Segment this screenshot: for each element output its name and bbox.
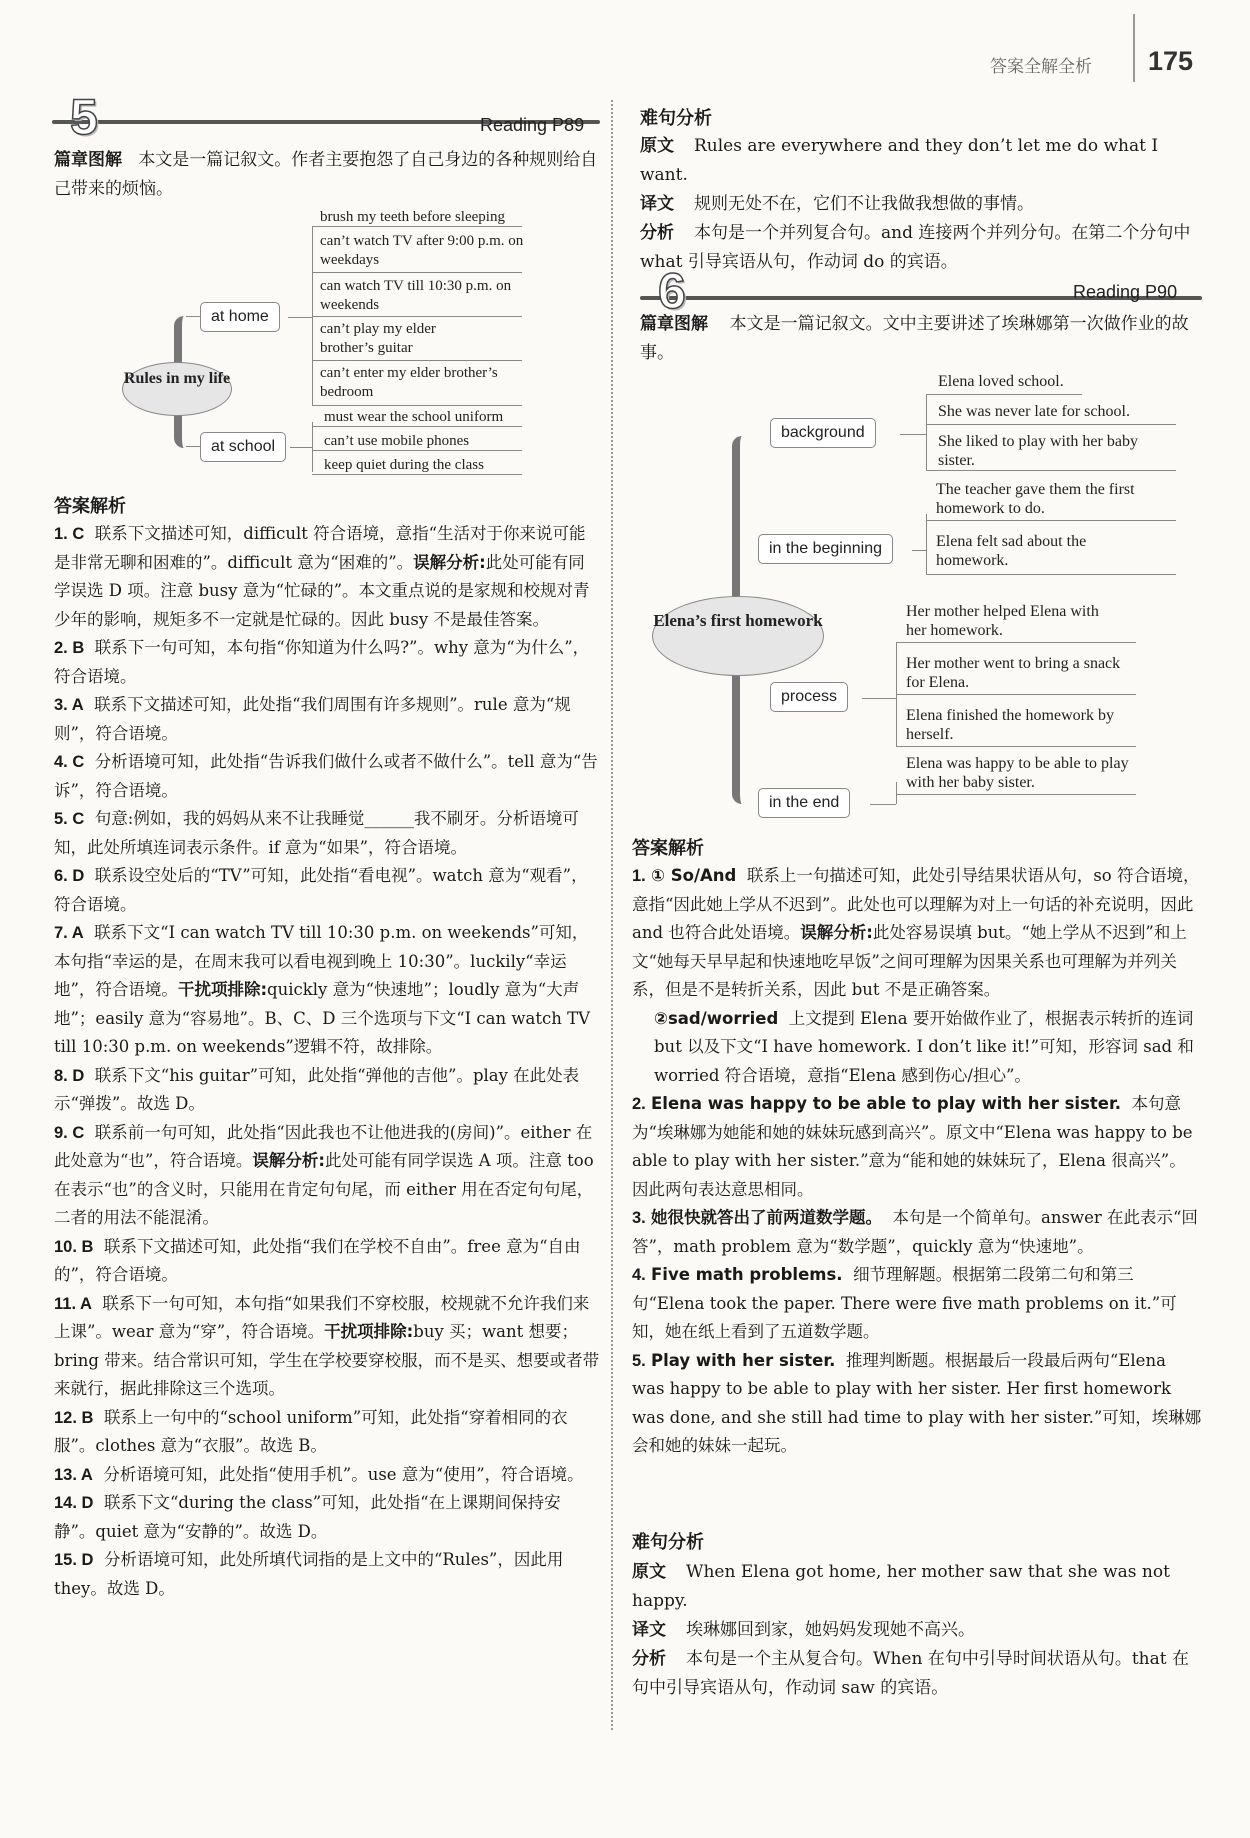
mindmap-5-leaf: can’t enter my elder brother’s bedroom — [320, 365, 498, 400]
answer-item: 3. A 联系下文描述可知，此处指“我们周围有许多规则”。rule 意为“规则”，符合语境。 — [54, 695, 571, 743]
section-5-number: 5 — [70, 89, 98, 145]
section-6-intro-text: 本文是一篇记叙文。文中主要讲述了埃琳娜第一次做作业的故事。 — [640, 314, 1189, 363]
answer-item: 5. C 句意:例如，我的妈妈从来不让我睡觉______我不刷牙。分析语境可知，此处所填连词表示条件。if 意为“如果”，符合语境。 — [54, 809, 579, 857]
section-6-answers-title: 答案解析 — [632, 838, 704, 859]
answer-item: 10. B 联系下文描述可知，此处指“我们在学校不自由”。free 意为“自由的”，符合语境。 — [54, 1236, 581, 1284]
section-5-answers-title: 答案解析 — [54, 496, 126, 517]
section-6-difficult-title: 难句分析 — [632, 1532, 704, 1553]
mindmap-5-center: Rules in my life — [122, 362, 232, 416]
mindmap-6-leaf: Elena loved school. — [938, 373, 1064, 390]
section-6-intro — [640, 310, 1202, 368]
section-5-reading-ref: Reading P89 — [480, 115, 585, 135]
mindmap-6-node-end: in the end — [758, 788, 850, 818]
section-5-intro — [54, 146, 600, 204]
mindmap-6-leaf: She liked to play with her baby sister. — [938, 433, 1138, 469]
mindmap-6-leaf: Her mother went to bring a snack for Elena. — [906, 655, 1121, 691]
section-5-difficult: 原文 Rules are everywhere and they don’t let me do what I want. 译文 规则无处不在，它们不让我做我想做的事情。 分析 本句是一个并列复合句。and 连接两个并列分句。在第二个分句中 what 引导宾语从句，作动词 do 的宾语。 — [640, 136, 1191, 272]
section-5-answer-list — [54, 520, 600, 1603]
answer-item: 13. A 分析语境可知，此处指“使用手机”。use 意为“使用”，符合语境。 — [54, 1464, 584, 1484]
mindmap-5-leaf: can’t play my elder brother’s guitar — [320, 321, 436, 356]
answer-item: 4. Five math problems. 细节理解题。根据第二段第二句和第三句“Elena took the paper. There were five math problems on it.”可知，她在纸上看到了五道数学题。 — [632, 1265, 1177, 1341]
mindmap-6-center: Elena’s first homework — [652, 596, 824, 676]
answer-item: 8. D 联系下文“his guitar”可知，此处指“弹他的吉他”。play 在此处表示“弹拨”。故选 D。 — [54, 1065, 580, 1113]
mindmap-6-leaf: Elena finished the homework by herself. — [906, 707, 1114, 743]
header-divider — [1133, 14, 1135, 82]
mindmap-6-node-process: process — [770, 682, 848, 712]
answer-item: 2. B 联系下一句可知，本句指“你知道为什么吗?”。why 意为“为什么”，符合语境。 — [54, 638, 590, 686]
mindmap-6-leaf: Elena was happy to be able to play with her baby sister. — [906, 755, 1129, 791]
section-6-intro-label: 篇章图解 — [640, 314, 708, 334]
answer-item: 14. D 联系下文“during the class”可知，此处指“在上课期间保持安静”。quiet 意为“安静的”。故选 D。 — [54, 1493, 561, 1541]
section-5-difficult-title: 难句分析 — [640, 108, 712, 129]
answer-item: 3. 她很快就答出了前两道数学题。 本句是一个简单句。answer 在此表示“回答”，math problem 意为“数学题”，quickly 意为“快速地”。 — [632, 1208, 1198, 1256]
header-section-title: 答案全解全析 — [990, 57, 1092, 77]
answer-item: 11. A 联系下一句可知，本句指“如果我们不穿校服，校规就不允许我们来上课”。wear 意为“穿”，符合语境。干扰项排除:buy 买；want 想要；bring 带来。结合常识可知，学生在学校要穿校服，而不是买、想要或者带来就行，据此排除这三个选项。 — [54, 1293, 600, 1398]
answer-item: 7. A 联系下文“I can watch TV till 10:30 p.m. on weekends”可知，本句指“幸运的是，在周末我可以看电视到晚上 10:30”。luckily“幸运地”，符合语境。干扰项排除:quickly 意为“快速地”；loudly 意为“大声地”；easily 意为“容易地”。B、C、D 三个选项与下文“I can watch TV till 10:30 p.m. on weekends”逻辑不符，故排除。 — [54, 923, 590, 1056]
answer-item: 1. C 联系下文描述可知，difficult 符合语境，意指“生活对于你来说可能是非常无聊和困难的”。difficult 意为“困难的”。误解分析:此处可能有同学误选 D 项。注意 busy 意为“忙碌的”。本文重点说的是家规和校规对青少年的影响，规矩多不一定就是忙碌的。因此 busy 不是最佳答案。 — [54, 524, 590, 629]
mindmap-5-leaf: keep quiet during the class — [324, 457, 484, 473]
answer-item: 12. B 联系上一句中的“school uniform”可知，此处指“穿着相同的衣服”。clothes 意为“衣服”。故选 B。 — [54, 1407, 568, 1455]
answer-item: 6. D 联系设空处后的“TV”可知，此处指“看电视”。watch 意为“观看”，符合语境。 — [54, 866, 588, 914]
answer-item: 2. Elena was happy to be able to play with her sister. 本句意为“埃琳娜为她能和她的妹妹玩感到高兴”。原文中“Elena was happy to be able to play with her sister.”意为“能和她的妹妹玩了，Elena 很高兴”。因此两句表达意思相同。 — [632, 1094, 1193, 1199]
section-6-difficult: 原文 When Elena got home, her mother saw that she was not happy. 译文 埃琳娜回到家，她妈妈发现她不高兴。 分析 本句是一个主从复合句。When 在句中引导时间状语从句。that 在句中引导宾语从句，作动词 saw 的宾语。 — [632, 1562, 1189, 1698]
mindmap-6-leaf: The teacher gave them the first homework to do. — [936, 481, 1135, 517]
mindmap-6-leaf: Her mother helped Elena with her homework. — [906, 603, 1099, 639]
answer-item: 15. D 分析语境可知，此处所填代词指的是上文中的“Rules”，因此用 they。故选 D。 — [54, 1550, 564, 1598]
section-5-intro-text: 本文是一篇记叙文。作者主要抱怨了自己身边的各种规则给自己带来的烦恼。 — [54, 150, 598, 199]
mindmap-5-leaf: must wear the school uniform — [324, 409, 504, 425]
mindmap-5-node-school: at school — [200, 432, 286, 462]
page-number: 175 — [1148, 46, 1194, 76]
section-6-number: 6 — [658, 263, 686, 319]
answer-item: ②sad/worried 上文提到 Elena 要开始做作业了，根据表示转折的连词 but 以及下文“I have homework. I don’t like it!”可知，形容词 sad 和 worried 符合语境，意指“Elena 感到伤心/担心”。 — [654, 1008, 1194, 1085]
section-6-reading-ref: Reading P90 — [1073, 282, 1178, 302]
mindmap-5-leaf: can watch TV till 10:30 p.m. on weekends — [320, 278, 512, 313]
column-divider — [611, 100, 613, 1730]
answer-item: 4. C 分析语境可知，此处指“告诉我们做什么或者不做什么”。tell 意为“告诉”，符合语境。 — [54, 752, 598, 800]
mindmap-6-leaf: Elena felt sad about the homework. — [936, 533, 1087, 569]
mindmap-6-node-beginning: in the beginning — [758, 534, 893, 564]
section-5-intro-label: 篇章图解 — [54, 150, 122, 170]
answer-item: 1. ① So/And 联系上一句描述可知，此处引导结果状语从句，so 符合语境，意指“因此她上学从不迟到”。此处也可以理解为对上一句话的补充说明，因此 and 也符合此处语境。误解分析:此处容易误填 but。“她上学从不迟到”和上文“她每天早早起和快速地吃早饭”之间可理解为因果关系也可理解为并列关系，但是不是转折关系，因此 but 不是正确答案。 — [632, 866, 1200, 999]
mindmap-5-leaf: can’t use mobile phones — [324, 433, 470, 449]
mindmap-5-leaf: can’t watch TV after 9:00 p.m. on weekdays — [320, 233, 524, 268]
section-6-answer-list — [632, 862, 1202, 1461]
mindmap-5-node-home: at home — [200, 302, 280, 332]
answer-item: 5. Play with her sister. 推理判断题。根据最后一段最后两句“Elena was happy to be able to play with her sister. Her first homework was done, and she still had time to play with her sister.”可知，埃琳娜会和她的妹妹一起玩。 — [632, 1350, 1202, 1455]
mindmap-5-leaf: brush my teeth before sleeping — [320, 209, 505, 225]
answer-item: 9. C 联系前一句可知，此处指“因此我也不让他进我的(房间)”。either 在此处意为“也”，符合语境。误解分析:此处可能有同学误选 A 项。注意 too 在表示“也”的含义时，只能用在肯定句句尾，而 either 用在否定句句尾，二者的用法不能混淆。 — [54, 1122, 594, 1227]
mindmap-6-node-background: background — [770, 418, 876, 448]
mindmap-6-leaf: She was never late for school. — [938, 403, 1130, 420]
